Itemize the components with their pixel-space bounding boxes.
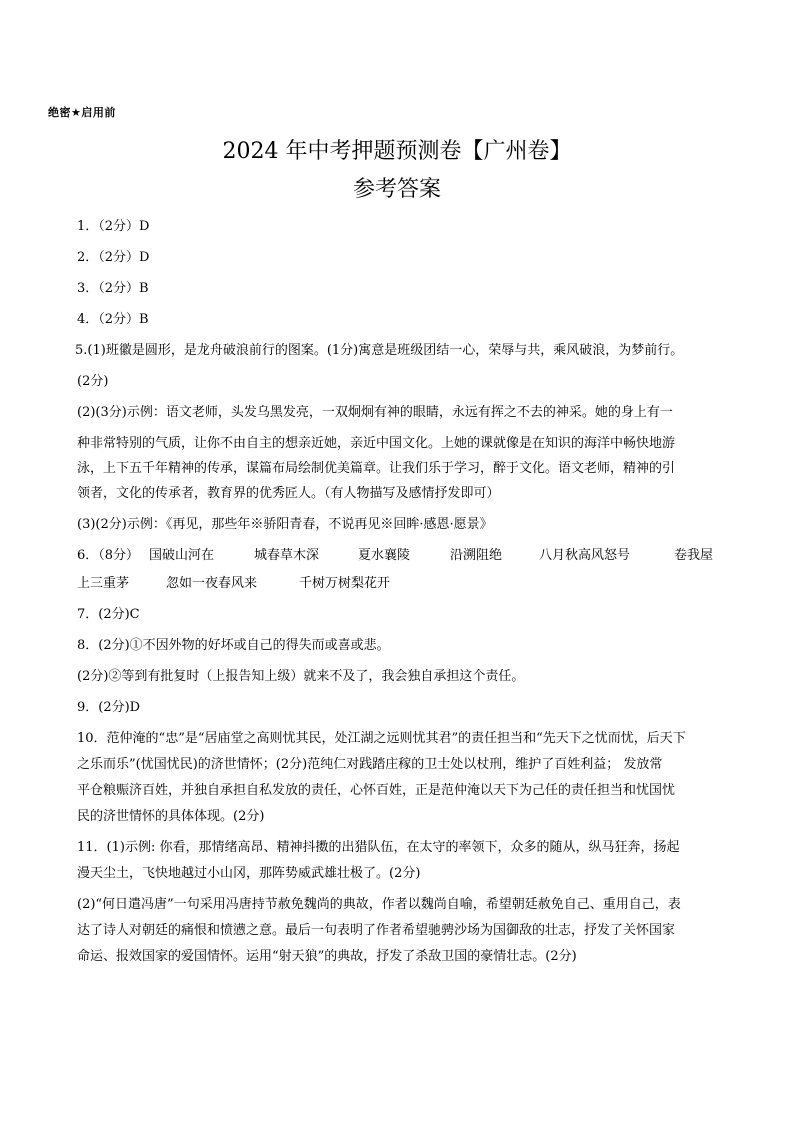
answer-line: (2)“何日遣冯唐”一句采用冯唐持节赦免魏尚的典故，作者以魏尚自喻，希望朝廷赦免自己、重用自己，表 <box>77 897 681 912</box>
answer-line: 平仓粮赈济百姓，并独自承担自私发放的责任，心怀百姓，正是范仲淹以天下为己任的责任担当和忧国忧 <box>77 783 676 798</box>
poem-item: 国破山河在 <box>149 548 215 563</box>
poem-item: 城春草木深 <box>254 548 320 563</box>
answer-line: 4．（2分）B <box>77 312 149 327</box>
answer-line: 泳，上下五千年精神的传承，谋篇布局绘制优美篇章。让我们乐于学习，醉于文化。语文老师，精神的引 <box>77 461 676 476</box>
answer-line: 10．范仲淹的“忠”是“居庙堂之高则忧其民，处江湖之远则忧其君”的责任担当和“先天下之忧而忧，后天下 <box>77 731 686 746</box>
document-title: 2024 年中考押题预测卷【广州卷】 <box>222 139 572 164</box>
answer-line: 5.(1)班徽是圆形，是龙舟破浪前行的图案。(1分)寓意是班级团结一心，荣辱与共，乘风破浪，为梦前行。 <box>75 343 684 358</box>
answer-line: 之乐而乐”(忧国忧民)的济世情怀；(2分)范纯仁对践踏庄稼的卫士处以杖刑，维护了百姓利益； 发放常 <box>77 757 663 772</box>
answer-line: 8．(2分)①不因外物的好坏或自己的得失而或喜或悲。 <box>77 638 390 653</box>
answer-line: 2．（2分）D <box>77 250 150 265</box>
answer-line: 9．(2分)D <box>77 700 141 715</box>
answer-line: 达了诗人对朝廷的痛恨和愤懑之意。最后一句表明了作者希望驰骋沙场为国御敌的壮志，抒发了关怀国家 <box>77 923 676 938</box>
answer-line: (2分) <box>77 374 109 389</box>
confidential-label: 绝密★启用前 <box>48 106 116 119</box>
answer-line: 1．（2分）D <box>77 219 150 234</box>
answer-line: 领者，文化的传承者，教育界的优秀匠人。（有人物描写及感情抒发即可） <box>77 486 500 501</box>
poem-item: 卷我屋 <box>674 548 714 563</box>
answer-line: 7．(2分)C <box>77 607 140 622</box>
q6-line-2 <box>77 573 737 604</box>
answer-line: 11．(1)示例: 你看，那情绪高昂、精神抖擞的出猎队伍，在太守的率领下，众多的随从，纵马狂奔，扬起 <box>77 840 680 855</box>
poem-item: 千树万树梨花开 <box>299 576 391 591</box>
answer-line: (2)(3分)示例：语文老师，头发乌黑发亮，一双炯炯有神的眼睛，永远有挥之不去的神采。她的身上有一 <box>77 405 673 420</box>
q6-prefix: 6．（8分） <box>77 548 140 563</box>
document-subtitle: 参考答案 <box>352 177 441 202</box>
answer-line: 漫天尘土，飞快地越过小山冈，那阵势威武雄壮极了。(2分) <box>77 866 421 881</box>
answer-line: (3)(2分)示例：《再见，那些年※骄阳青春，不说再见※回眸·感恩·愿景》 <box>77 517 493 532</box>
answer-line: (2分)②等到有批复时（上报告知上级）就来不及了，我会独自承担这个责任。 <box>77 669 525 684</box>
answer-body <box>77 216 737 977</box>
answer-line: 种非常特别的气质，让你不由自主的想亲近她，亲近中国文化。上她的课就像是在知识的海洋中畅快地游 <box>77 436 676 451</box>
poem-item: 八月秋高风怒号 <box>539 548 631 563</box>
answer-line: 3．（2分）B <box>77 281 149 296</box>
poem-item: 上三重茅 <box>77 576 130 591</box>
poem-item: 沿溯阻绝 <box>450 548 503 563</box>
answer-line: 民的济世情怀的具体体现。(2分) <box>77 809 265 824</box>
poem-item: 夏水襄陵 <box>358 548 411 563</box>
q6-line-1 <box>77 545 737 573</box>
poem-item: 忽如一夜春风来 <box>166 576 258 591</box>
answer-line: 命运、报效国家的爱国情怀。运用“射天狼”的典故，抒发了杀敌卫国的豪情壮志。(2分) <box>77 949 577 964</box>
